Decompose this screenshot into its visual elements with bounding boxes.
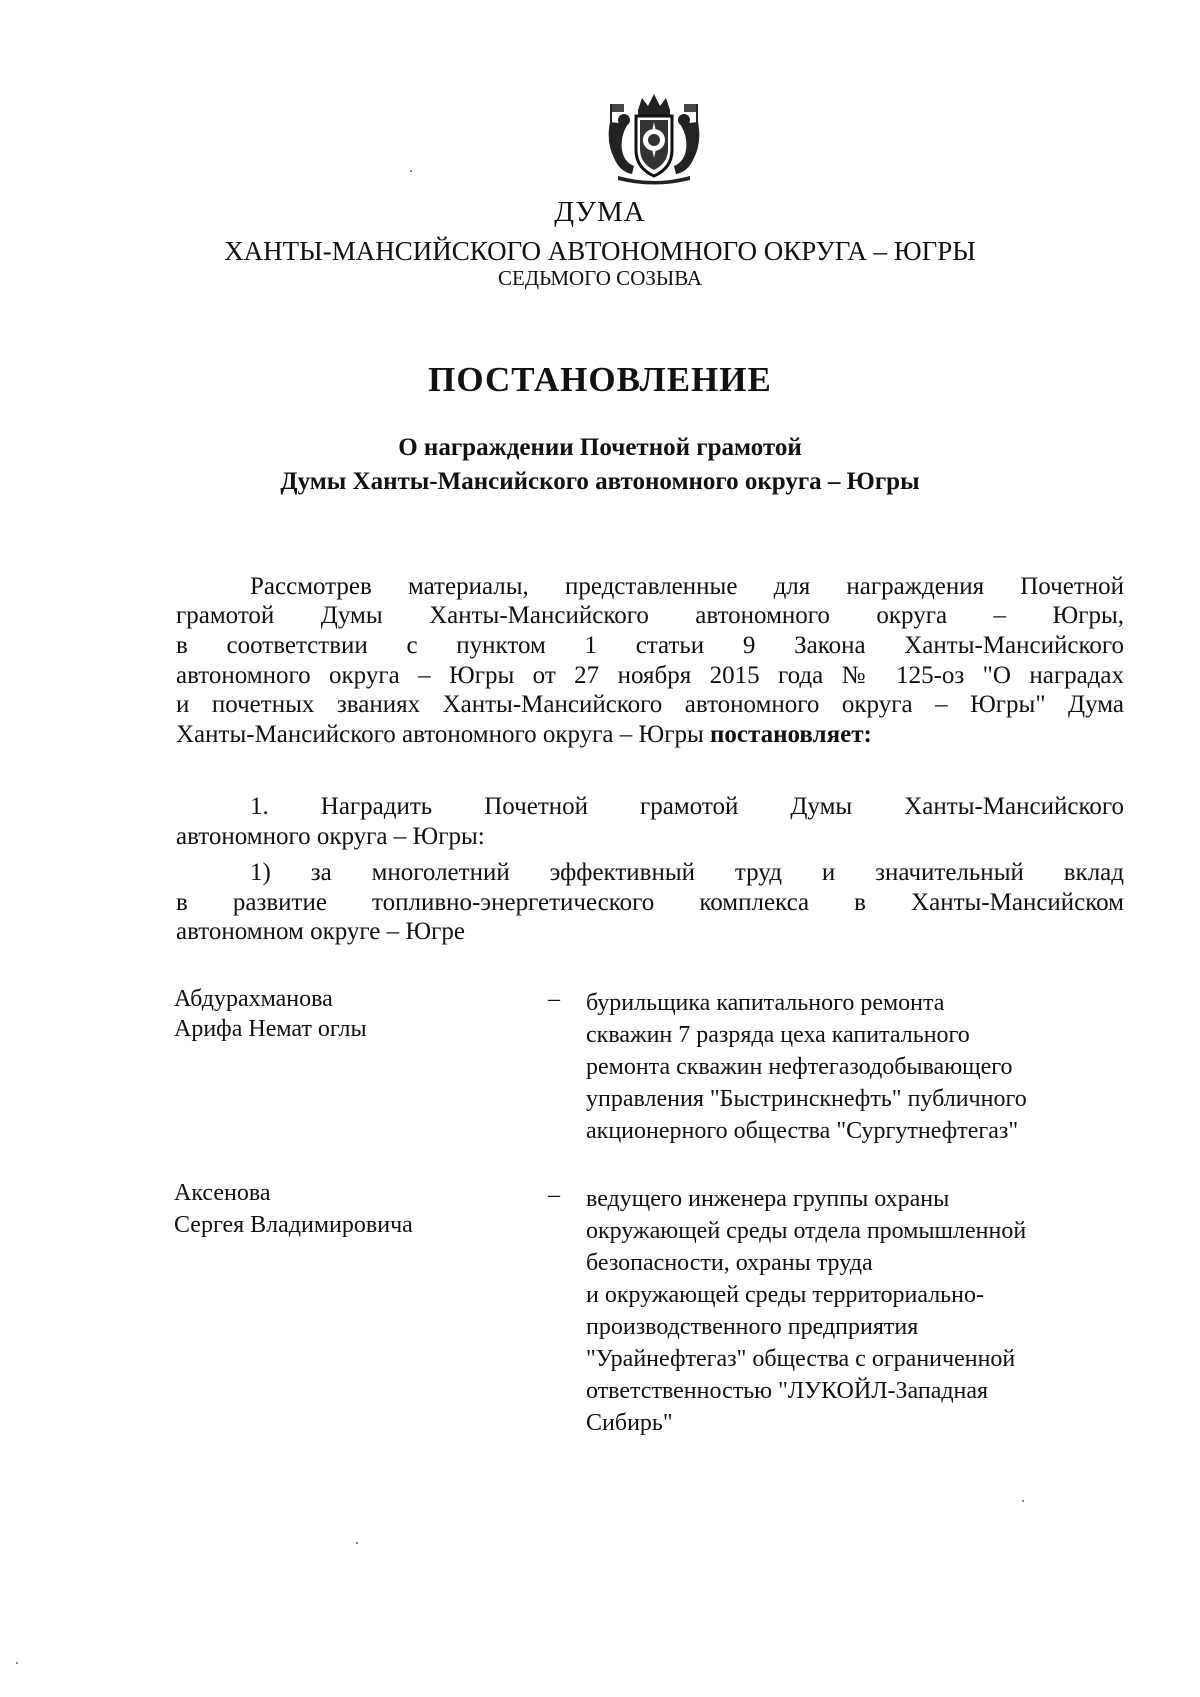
document-title: ПОСТАНОВЛЕНИЕ: [428, 360, 772, 399]
organization-name: ДУМА: [554, 196, 646, 228]
awardee-given-names: Арифа Немат оглы: [174, 1016, 367, 1042]
separator-dash: –: [548, 986, 560, 1012]
preamble-line: Рассмотрев материалы, представленные для награждения Почетной: [250, 573, 1124, 600]
awardee-surname: Абдурахманова: [174, 986, 333, 1012]
item-1-line: 1. Наградить Почетной грамотой Думы Ханты-Мансийского: [250, 793, 1124, 820]
awardee-position-line: ремонта скважин нефтегазодобывающего: [586, 1054, 1013, 1080]
separator-dash: –: [548, 1182, 560, 1208]
awardee-position-line: Сибирь": [586, 1410, 673, 1436]
preamble-line: и почетных званиях Ханты-Мансийского автономного округа – Югры" Дума: [176, 691, 1124, 718]
awardee-position-line: ответственностью "ЛУКОЙЛ-Западная: [586, 1378, 989, 1404]
awardee-position-line: управления "Быстринскнефть" публичного: [586, 1086, 1027, 1112]
awardee-position-line: и окружающей среды территориально-: [586, 1282, 984, 1308]
region-name: ХАНТЫ-МАНСИЙСКОГО АВТОНОМНОГО ОКРУГА – ЮГРЫ: [224, 236, 976, 266]
scan-speck: [356, 1542, 358, 1544]
subitem-1-line: автономном округе – Югре: [176, 918, 465, 945]
document-subject-line-1: О награждении Почетной грамотой: [398, 434, 802, 461]
subitem-1-line: 1) за многолетний эффективный труд и значительный вклад: [250, 859, 1124, 886]
awardee-given-names: Сергея Владимировича: [174, 1212, 413, 1238]
convocation: СЕДЬМОГО СОЗЫВА: [497, 266, 703, 290]
preamble-line: в соответствии с пунктом 1 статьи 9 Закона Ханты-Мансийского: [176, 632, 1124, 659]
scan-speck: [16, 1662, 18, 1664]
preamble-line-last: [176, 720, 1124, 750]
preamble-line: грамотой Думы Ханты-Мансийского автономного округа – Югры,: [176, 602, 1124, 629]
awardee-position-line: безопасности, охраны труда: [586, 1250, 873, 1276]
preamble-line: автономного округа – Югры от 27 ноября 2015 года № 125-оз "О наградах: [176, 662, 1124, 689]
coat-of-arms-emblem: [602, 92, 706, 186]
awardee-surname: Аксенова: [174, 1180, 271, 1206]
resolution-verb: постановляет:: [710, 721, 872, 748]
awardee-position-line: окружающей среды отдела промышленной: [586, 1218, 1027, 1244]
awardee-position-line: скважин 7 разряда цеха капитального: [586, 1022, 970, 1048]
scan-speck: [1022, 1500, 1024, 1502]
awardee-position-line: "Урайнефтегаз" общества с ограниченной: [586, 1346, 1016, 1372]
scan-speck: [410, 170, 412, 172]
awardee-position-line: ведущего инженера группы охраны: [586, 1186, 950, 1212]
awardee-position-line: бурильщика капитального ремонта: [586, 990, 945, 1016]
awardee-position-line: акционерного общества "Сургутнефтегаз": [586, 1118, 1019, 1144]
document-subject-line-2: Думы Ханты-Мансийского автономного округа – Югры: [280, 468, 920, 495]
awardee-position-line: производственного предприятия: [586, 1314, 919, 1340]
preamble-text: Ханты-Мансийского автономного округа – Югры: [176, 721, 704, 748]
item-1-line: автономного округа – Югры:: [176, 823, 485, 850]
subitem-1-line: в развитие топливно-энергетического комплекса в Ханты-Мансийском: [176, 889, 1124, 916]
